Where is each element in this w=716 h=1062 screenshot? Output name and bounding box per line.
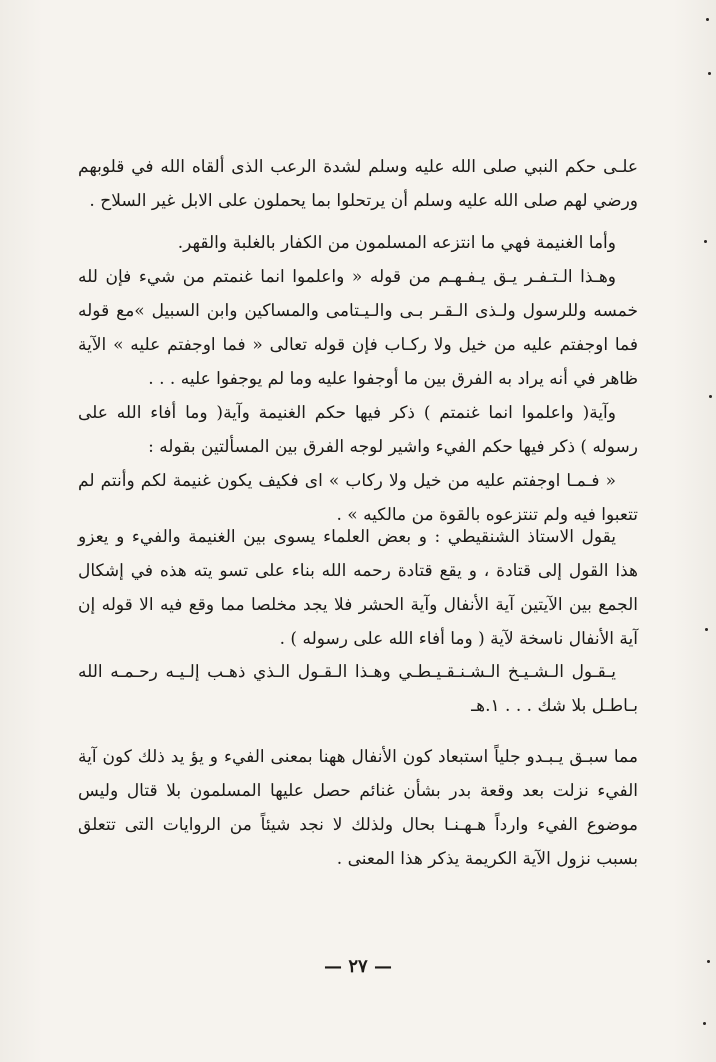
paragraph-7: يـقـول الـشـيـخ الـشـنـقـيـطـي وهـذا الـقـول الـذي ذهـب إلـيـه رحـمـه الله بـاطـل بلا شك . . . ١.هـ bbox=[78, 662, 638, 716]
text-block-5 bbox=[78, 740, 638, 876]
text-block-4 bbox=[78, 655, 638, 723]
paragraph-2: وأما الغنيمة فهي ما انتزعه المسلمون من الكفار بالغلبة والقهر. bbox=[177, 233, 616, 253]
edge-mark bbox=[703, 1022, 706, 1025]
paragraph-5: « فـمـا اوجفتم عليه من خيل ولا ركاب » اى فكيف يكون غنيمة لكم وأنتم لم تتعبوا فيه ولم تنتزعوه بالقوة من مالكيه » . bbox=[78, 471, 638, 525]
text-block-1 bbox=[78, 150, 638, 218]
edge-mark bbox=[704, 240, 707, 243]
paragraph-3: وهـذا الـتـفـر يـق يـفـهـم من قوله « واعلموا انما غنمتم من شيء فإن لله خمسه وللرسول ولـذى الـقـر بـى والـيـتامى والمساكين وابن السبيل »مع قوله فما اوجفتم عليه من خيل ولا ركـاب فإن قوله تعالى « فما اوجفتم عليه » الآية ظاهر في أنه يراد به الفرق بين ما أوجفوا عليه وما لم يوجفوا عليه . . . bbox=[78, 267, 638, 389]
edge-mark bbox=[707, 960, 710, 963]
text-block-2 bbox=[78, 226, 638, 532]
edge-mark bbox=[706, 18, 709, 21]
edge-mark bbox=[709, 395, 712, 398]
text-block-3 bbox=[78, 520, 638, 656]
page-number: — ٢٧ — bbox=[324, 956, 392, 977]
paragraph-6: يقول الاستاذ الشنقيطي : و بعض العلماء يسوى بين الغنيمة والفيء و يعزو هذا القول إلى قتادة ، و يقع قتادة رحمه الله بناء على تسو يته هذه في إشكال الجمع بين الآيتين آية الأنفال وآية الحشر فلا يجد مخلصا مما وقع فيه الا قوله إن آية الأنفال ناسخة لآية ( وما أفاء الله على رسوله ) . bbox=[78, 527, 638, 649]
paragraph-4: وآية( واعلموا انما غنمتم ) ذكر فيها حكم الغنيمة وآية( وما أفاء الله على رسوله ) ذكر فيها حكم الفيء واشير لوجه الفرق بين المسألتين بقوله : bbox=[78, 403, 638, 457]
paragraph-1: علـى حكم النبي صلى الله عليه وسلم لشدة الرعب الذى ألقاه الله في قلوبهم ورضي لهم صلى الله عليه وسلم أن يرتحلوا بما يحملون على الابل غير السلاح . bbox=[78, 157, 638, 211]
edge-mark bbox=[708, 72, 711, 75]
edge-mark bbox=[705, 628, 708, 631]
paragraph-8: مما سبـق يـبـدو جلياً استبعاد كون الأنفال ههنا بمعنى الفيء و يؤ يد ذلك كون آية الفيء نزلت بعد وقعة بدر بشأن غنائم حصل عليها المسلمون بلا قتال وليس موضوع الفيء وارداً هـهـنـا بحال ولذلك لا نجد شيئاً من الروايات التى تتعلق بسبب نزول الآية الكريمة يذكر هذا المعنى . bbox=[78, 747, 638, 869]
